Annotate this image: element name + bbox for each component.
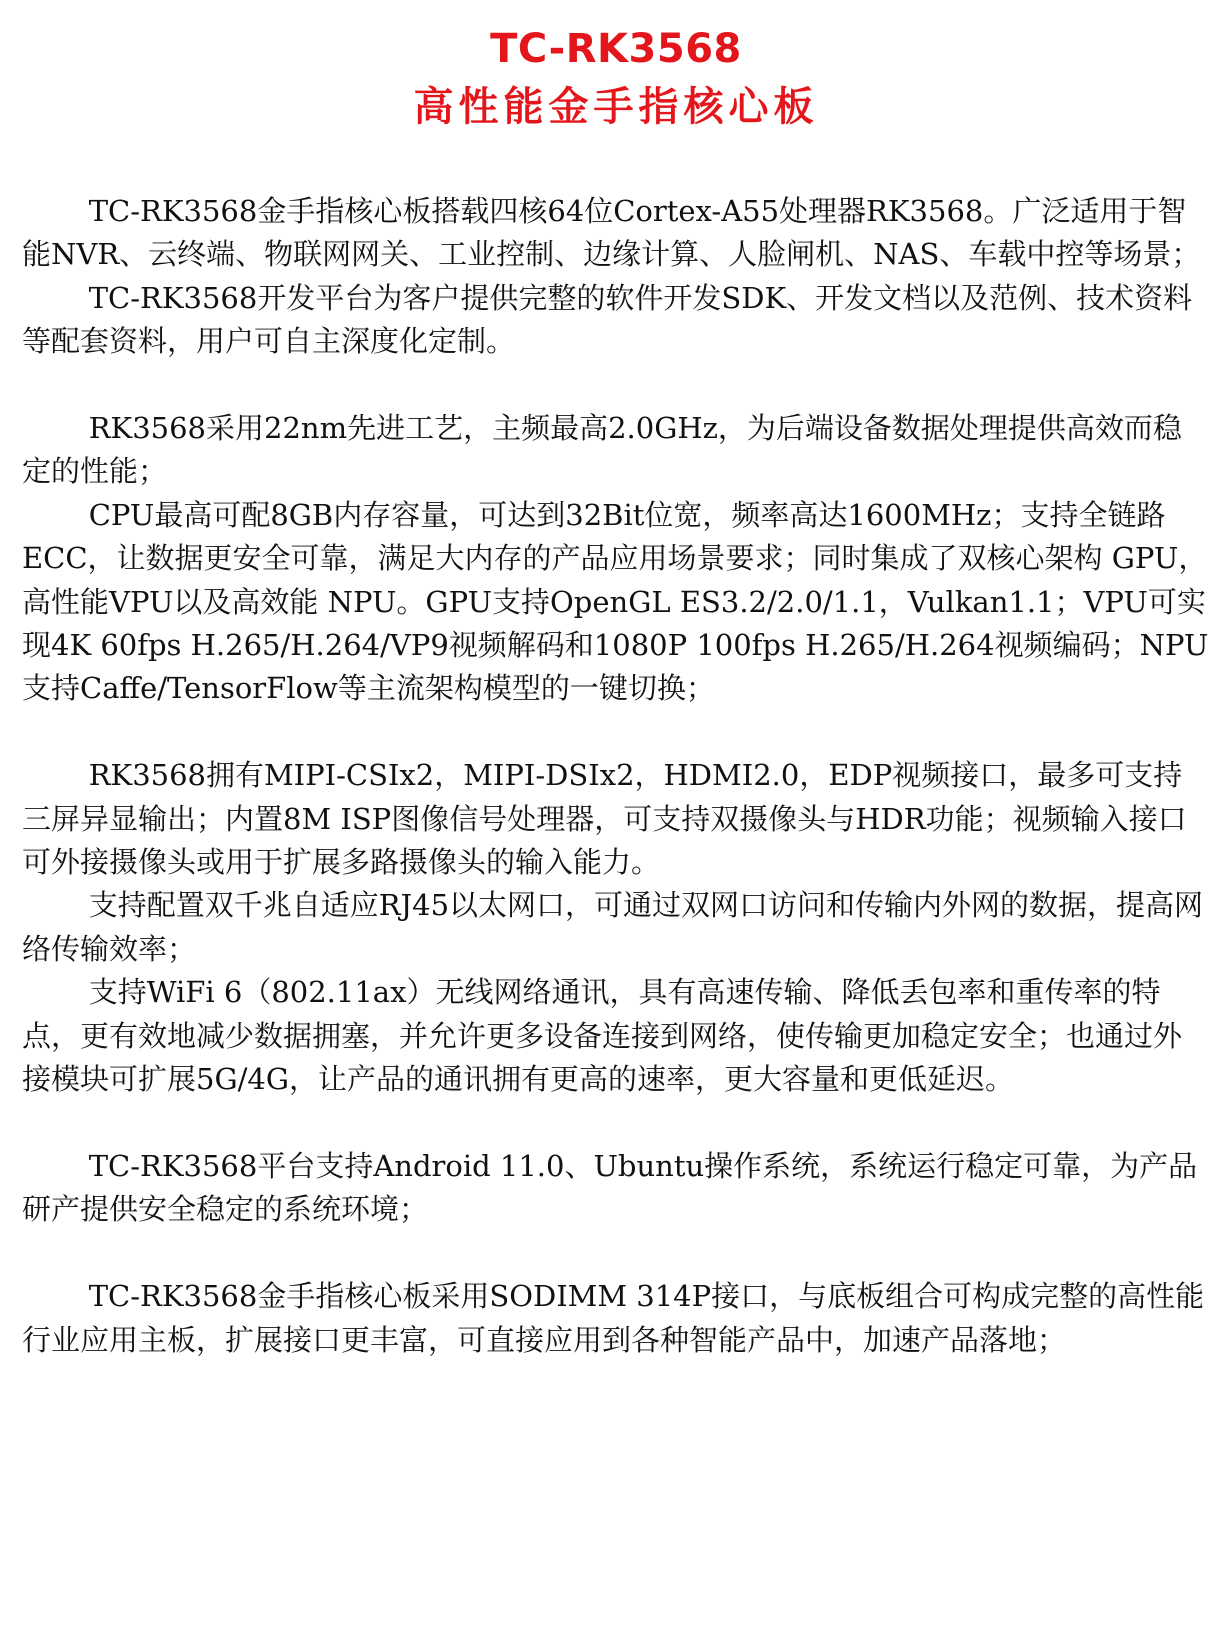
document-title: TC-RK3568	[490, 26, 742, 72]
paragraph-cpu-memory: CPU最高可配8GB内存容量，可达到32Bit位宽，频率高达1600MHz；支持全链路ECC，让数据更安全可靠，满足大内存的产品应用场景要求；同时集成了双核心架构 GPU，高性能VPU以及高效能 NPU。GPU支持OpenGL ES3.2/2.0/1.1，Vulkan1.1；VPU可实现4K 60fps H.265/H.264/VP9视频解码和1080P 100fps H.265/H.264视频编码；NPU支持Caffe/TensorFlow等主流架构模型的一键切换；	[22, 497, 1209, 706]
section-gap	[22, 364, 1210, 407]
paragraph-wifi: 支持WiFi 6（802.11ax）无线网络通讯，具有高速传输、降低丢包率和重传率的特点，更有效地减少数据拥塞，并允许更多设备连接到网络，使传输更加稳定安全；也通过外接模块可扩展5G/4G，让产品的通讯拥有更高的速率，更大容量和更低延迟。	[22, 975, 1183, 1097]
paragraph-ethernet: 支持配置双千兆自适应RJ45以太网口，可通过双网口访问和传输内外网的数据，提高网络传输效率；	[22, 888, 1204, 966]
document-subtitle: 高性能金手指核心板	[413, 83, 819, 130]
paragraph-dev-platform: TC-RK3568开发平台为客户提供完整的软件开发SDK、开发文档以及范例、技术资料等配套资料，用户可自主深度化定制。	[22, 280, 1193, 359]
document-body	[22, 190, 1210, 1362]
section-gap	[22, 1232, 1210, 1275]
paragraph-sodimm-interface: TC-RK3568金手指核心板采用SODIMM 314P接口，与底板组合可构成完整的高性能行业应用主板，扩展接口更丰富，可直接应用到各种智能产品中，加速产品落地；	[22, 1279, 1205, 1357]
paragraph-os-support: TC-RK3568平台支持Android 11.0、Ubuntu操作系统，系统运行稳定可靠，为产品研产提供安全稳定的系统环境；	[22, 1148, 1198, 1227]
paragraph-process: RK3568采用22nm先进工艺，主频最高2.0GHz，为后端设备数据处理提供高效而稳定的性能；	[22, 411, 1182, 489]
section-gap	[22, 711, 1210, 754]
paragraph-overview: TC-RK3568金手指核心板搭载四核64位Cortex-A55处理器RK3568。广泛适用于智能NVR、云终端、物联网网关、工业控制、边缘计算、人脸闸机、NAS、车载中控等场景；	[22, 194, 1201, 272]
paragraph-video-interfaces: RK3568拥有MIPI-CSIx2，MIPI-DSIx2，HDMI2.0，EDP视频接口，最多可支持三屏异显输出；内置8M ISP图像信号处理器，可支持双摄像头与HDR功能；视频输入接口可外接摄像头或用于扩展多路摄像头的输入能力。	[22, 758, 1187, 880]
section-gap	[22, 1102, 1210, 1145]
title-block	[22, 22, 1210, 138]
